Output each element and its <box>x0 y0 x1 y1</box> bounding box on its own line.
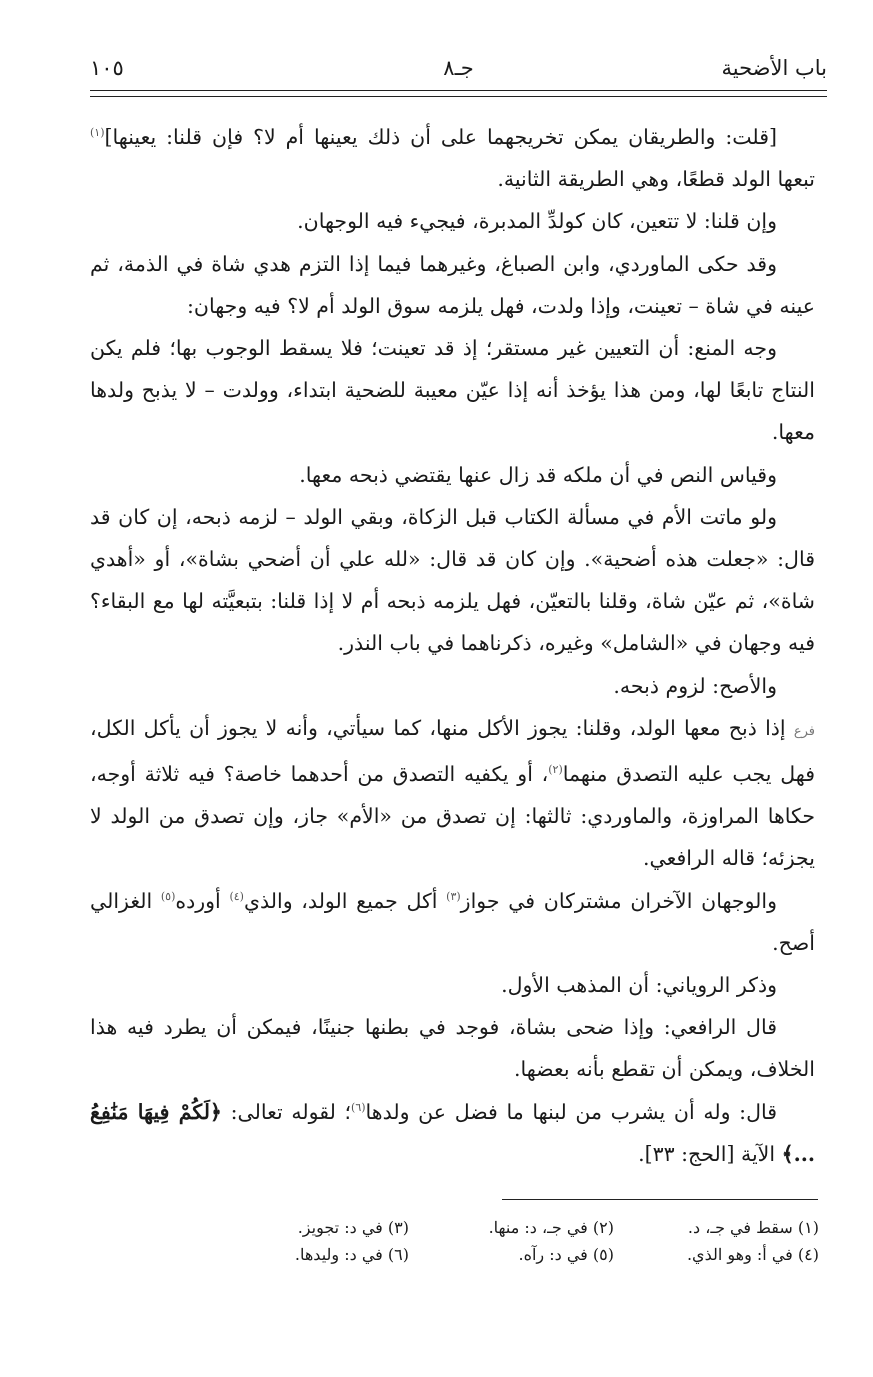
paragraph-9: وذكر الروياني: أن المذهب الأول. <box>501 973 777 998</box>
paragraph-8: والوجهان الآخران مشتركان في جواز$^{(٣)}$ أكل جميع الولد، والذي$^{(٤)}$ أورده$^{(٥)}$ الغزالي أصح. <box>90 888 815 955</box>
paragraph-6: ولو ماتت الأم في مسألة الكتاب قبل الزكاة، وبقي الولد – لزمه ذبحه، إن كان قد قال: «جعلت هذه أضحية». وإن كان قد قال: «لله علي أن أضحي بشاة»، أو «أهدي شاة»، ثم عيّن شاة، وقلنا بالتعيّن، فهل يلزمه ذبحه أم لا إذا قلنا: بتبعيَّته لها مع البقاء؟ فيه وجهان في «الشامل» وغيره، ذكرناهما في باب النذر. <box>90 504 815 656</box>
footnote-row-2 <box>170 1241 819 1268</box>
footnote-2: (٢) في جـ، د: منها. <box>488 1218 614 1237</box>
paragraph-2: وإن قلنا: لا تتعين، كان كولدِّ المدبرة، فيجيء فيه الوجهان. <box>297 209 777 234</box>
paragraph-4: وجه المنع: أن التعيين غير مستقر؛ إذ قد تعينت؛ فلا يسقط الوجوب بها؛ فلم يكن النتاج تابعًا لها، ومن هذا يؤخذ أنه إذا عيّن معيبة للضحية ابتداء، وولدت – لا يذبح ولدها معها. <box>90 336 815 445</box>
far-label: فرع <box>793 723 815 739</box>
footnote-4: (٤) في أ: وهو الذي. <box>686 1245 819 1264</box>
paragraph-far: فرع إذا ذبح معها الولد، وقلنا: يجوز الأكل منها، كما سيأتي، وأنه لا يجوز أن يأكل الكل، فهل يجب عليه التصدق منهما$^{(٢)}$، أو يكفيه التصدق من أحدهما خاصة؟ فيه ثلاثة أوجه، حكاها المراوزة، والماوردي: ثالثها: إن تصدق من «الأم» جاز، وإن تصدق من الولد لا يجزئه؛ قاله الرافعي. <box>90 715 815 871</box>
page-header <box>90 52 827 92</box>
footnote-3: (٣) في د: تجويز. <box>297 1218 409 1237</box>
volume-label: جـ٨ <box>443 56 474 80</box>
paragraph-1: [قلت: والطريقان يمكن تخريجهما على أن ذلك يعينها أم لا؟ فإن قلنا: يعينها]$^{(١)}$ تبعها الولد قطعًا، وهي الطريقة الثانية. <box>90 125 815 192</box>
paragraph-11: قال: وله أن يشرب من لبنها ما فضل عن ولدها$^{(٦)}$؛ لقوله تعالى: ﴿لَكُمْ فِيهَا مَنَٰفِعُ ...﴾ الآية [الحج: ٣٣]. <box>90 1099 815 1166</box>
paragraph-5: وقياس النص في أن ملكه قد زال عنها يقتضي ذبحه معها. <box>299 462 777 487</box>
footnote-ref-4: (٤) <box>229 889 244 903</box>
footnote-ref-1: (١) <box>90 126 105 140</box>
footnote-separator <box>502 1199 818 1200</box>
quran-verse: ﴿لَكُمْ فِيهَا مَنَٰفِعُ ...﴾ <box>90 1099 815 1166</box>
header-double-rule <box>90 90 827 97</box>
footnote-6: (٦) في د: وليدها. <box>294 1245 409 1264</box>
main-text <box>90 116 815 1175</box>
footnote-5: (٥) في د: رآه. <box>518 1245 614 1264</box>
paragraph-3: وقد حكى الماوردي، وابن الصباغ، وغيرهما فيما إذا التزم هدي شاة في الذمة، ثم عينه في شاة – تعينت، وإذا ولدت، فهل يلزمه سوق الولد أم لا؟ فيه وجهان: <box>90 251 815 318</box>
footnote-1: (١) سقط في جـ، د. <box>687 1218 819 1237</box>
footnote-row-1 <box>170 1214 819 1241</box>
page-number: ١٠٥ <box>90 56 124 80</box>
footnotes <box>170 1214 819 1268</box>
paragraph-10: قال الرافعي: وإذا ضحى بشاة، فوجد في بطنها جنينًا، فيمكن أن يطرد فيه هذا الخلاف، ويمكن أن تقطع بأنه بعضها. <box>90 1015 815 1082</box>
footnote-ref-2: (٢) <box>548 763 563 777</box>
chapter-title: باب الأضحية <box>721 56 827 80</box>
paragraph-7: والأصح: لزوم ذبحه. <box>613 673 777 698</box>
footnote-ref-5: (٥) <box>160 889 176 903</box>
footnote-ref-6: (٦) <box>351 1100 366 1114</box>
footnote-ref-3: (٣) <box>446 889 461 903</box>
